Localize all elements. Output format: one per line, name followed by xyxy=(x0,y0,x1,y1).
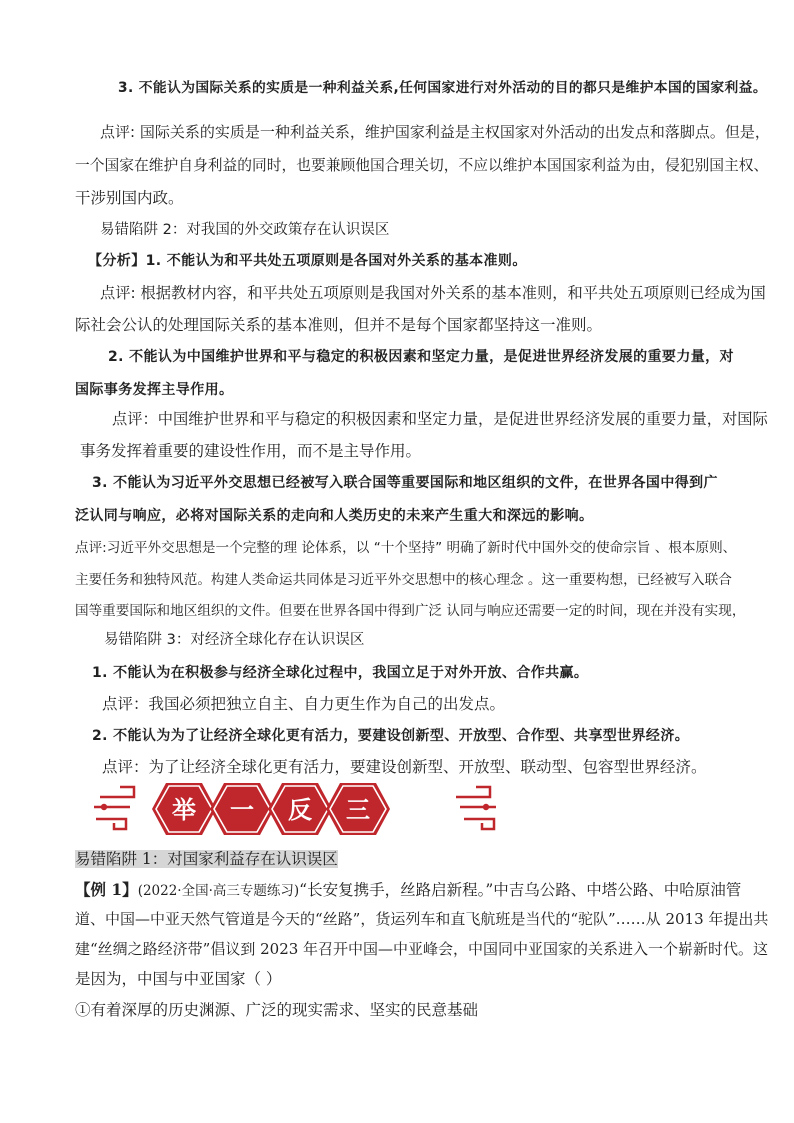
example-text: “长安复携手，丝路启新程。”中吉乌公路、中塔公路、中哈原油管 xyxy=(299,881,742,899)
trap-item: 1. 不能认为在积极参与经济全球化过程中，我国立足于对外开放、合作共赢。 xyxy=(92,665,589,681)
comment-text: 点评: 根据教材内容，和平共处五项原则是我国对外关系的基本准则，和平共处五项原则已经成为国 xyxy=(100,284,766,302)
banner-char: 反 xyxy=(288,796,312,824)
analysis-item: 【分析】1. 不能认为和平共处五项原则是各国对外关系的基本准则。 xyxy=(88,253,527,269)
section-heading-text: 易错陷阱 1：对国家利益存在认识误区 xyxy=(75,850,338,868)
trap-item: 泛认同与响应，必将对国际关系的走向和人类历史的未来产生重大和深远的影响。 xyxy=(75,508,594,524)
hex-4 xyxy=(326,783,390,835)
comment-text: 国等重要国际和地区组织的文件。但要在世界各国中得到广泛 认同与响应还需要一定的时间，现在并没有实现， xyxy=(75,603,746,619)
hex-3 xyxy=(268,783,332,835)
right-ornament xyxy=(456,787,496,829)
example-line xyxy=(75,875,741,906)
comment-text: 际社会公认的处理国际关系的基本准则，但并不是每个国家都坚持这一准则。 xyxy=(75,316,603,334)
comment-text: 干涉别国内政。 xyxy=(75,189,184,207)
banner-char: 三 xyxy=(346,796,370,824)
comment-text: 一个国家在维护自身利益的同时，也要兼顾他国合理关切，不应以维护本国国家利益为由，侵犯别国主权、 xyxy=(75,157,769,174)
trap-item: 国际事务发挥主导作用。 xyxy=(75,382,234,398)
banner-char: 举 xyxy=(172,796,196,824)
example-label: 【例 1】 xyxy=(75,880,138,899)
comment-text: 主要任务和独特风范。构建人类命运共同体是习近平外交思想中的核心理念 。这一重要构想，已经被写入联合 xyxy=(75,572,732,588)
comment-text: 事务发挥着重要的建设性作用，而不是主导作用。 xyxy=(80,442,422,460)
comment-text: 点评：为了让经济全球化更有活力，要建设创新型、开放型、联动型、包容型世界经济。 xyxy=(102,758,707,776)
banner-char: 一 xyxy=(230,796,254,824)
section-heading xyxy=(75,845,338,874)
trap-item: 3. 不能认为国际关系的实质是一种利益关系,任何国家进行对外活动的目的都只是维护本国的国家利益。 xyxy=(118,80,768,96)
trap-heading: 易错陷阱 3：对经济全球化存在认识误区 xyxy=(104,632,365,648)
trap-item: 2. 不能认为中国维护世界和平与稳定的积极因素和坚定力量，是促进世界经济发展的重要力量，对 xyxy=(108,349,734,365)
comment-text: 点评：我国必须把独立自主、自力更生作为自己的出发点。 xyxy=(102,695,506,713)
example-text: 是因为，中国与中亚国家（ ） xyxy=(75,970,282,988)
example-source: (2022·全国·高三专题练习) xyxy=(137,883,300,899)
option-item: ①有着深厚的历史渊源、广泛的现实需求、坚实的民意基础 xyxy=(75,1001,479,1019)
example-text: 建“丝绸之路经济带”倡议到 2023 年召开中国—中亚峰会，中国同中亚国家的关系进入一个崭新时代。这 xyxy=(75,940,769,958)
trap-heading: 易错陷阱 2：对我国的外交政策存在认识误区 xyxy=(100,222,390,238)
hex-1 xyxy=(152,783,216,835)
comment-text: 点评: 国际关系的实质是一种利益关系，维护国家利益是主权国家对外活动的出发点和落脚点。但是， xyxy=(100,123,770,141)
hex-2 xyxy=(210,783,274,835)
trap-item: 2. 不能认为为了让经济全球化更有活力，要建设创新型、开放型、合作型、共享型世界经济。 xyxy=(92,728,690,744)
left-ornament xyxy=(94,787,134,829)
trap-item: 3. 不能认为习近平外交思想已经被写入联合国等重要国际和地区组织的文件，在世界各国中得到广 xyxy=(92,475,718,491)
comment-text: 点评:习近平外交思想是一个完整的理 论体系，以 “十个坚持” 明确了新时代中国外交的使命宗旨 、根本原则、 xyxy=(75,540,737,556)
comment-text: 点评：中国维护世界和平与稳定的积极因素和坚定力量，是促进世界经济发展的重要力量，对国际 xyxy=(112,410,768,428)
example-text: 道、中国—中亚天然气管道是今天的“丝路”，货运列车和直飞航班是当代的“驼队”……从 2013 年提出共 xyxy=(75,910,769,928)
banner-ju-yi-fan-san xyxy=(90,775,500,843)
